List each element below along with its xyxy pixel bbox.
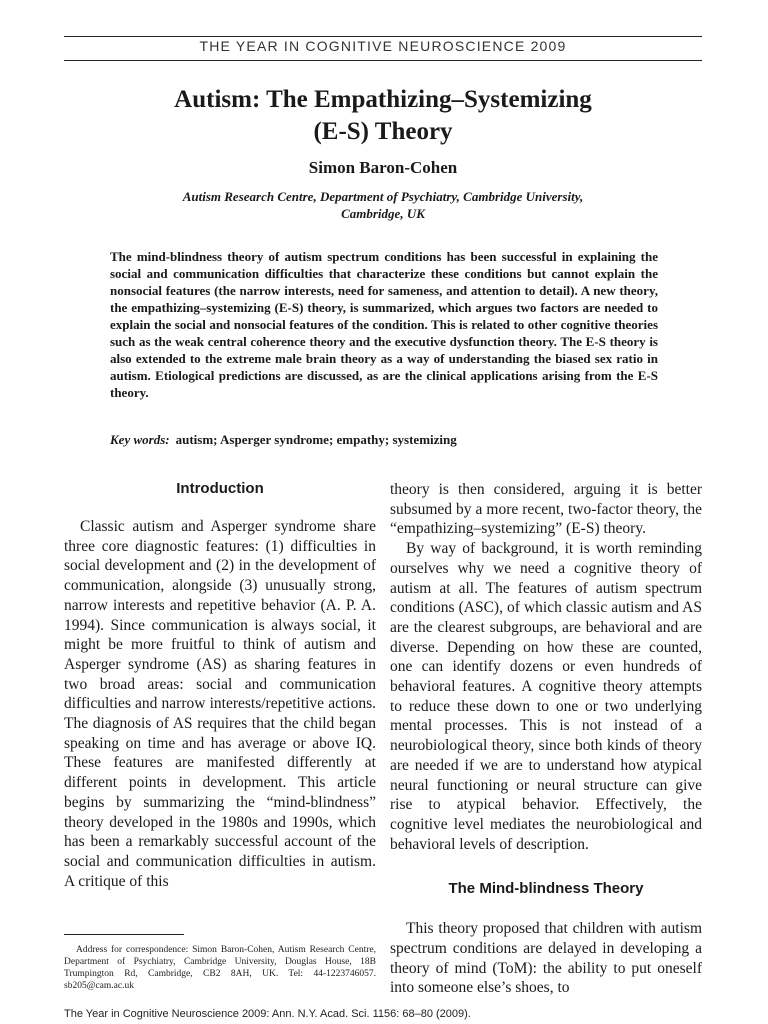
keywords-label: Key words: [110,432,170,447]
introduction-paragraph: Classic autism and Asperger syndrome share three core diagnostic features: (1) difficulties in social development and (2) in the development of communication, alongside (3) unusually strong, narrow interests and repetitive behavior (A. P. A. 1994). Since communication is always social, it might be more fruitful to think of autism and Asperger syndrome (AS) as sharing features in two broad areas: social and communication difficulties and narrow interests/repetitive actions. The diagnosis of AS requires that the child began speaking on time and has average or above IQ. These features are manifested differently at different points in development. This article begins by summarizing the “mind-blindness” theory developed in the 1980s and 1990s, which has been a remarkably successful account of the social and communication difficulties in autism. A critique of this [64,518,376,890]
background-paragraph: By way of background, it is worth reminding ourselves why we need a cognitive theory of autism at all. The features of autism spectrum conditions (ASC), of which classic autism and AS are the clearest subgroups, are behavioral and are diverse. Depending on how these are counted, one can identify dozens or even hundreds of behavioral features. A cognitive theory attempts to reduce these down to one or two underlying mental processes. This is not instead of a neurobiological theory, since both kinds of theory are needed if we are to understand how atypical neural functioning or neural structure can give rise to atypical behavior. Effectively, the cognitive level mediates the neurobiological and behavioral levels of description. [390,540,702,853]
running-head: THE YEAR IN COGNITIVE NEUROSCIENCE 2009 [199,38,567,54]
keywords-list: autism; Asperger syndrome; empathy; systemizing [175,432,457,447]
header-rule-bottom [64,60,702,61]
title-line-2: (E-S) Theory [313,118,453,145]
affiliation-line-1: Autism Research Centre, Department of Psychiatry, Cambridge University, [182,189,584,204]
title-line-1: Autism: The Empathizing–Systemizing [174,86,592,113]
author-name: Simon Baron-Cohen [308,158,458,177]
article-title [64,84,702,148]
header-rule-top [64,36,702,37]
abstract: The mind-blindness theory of autism spectrum conditions has been successful in explaining the social and communication difficulties that characterize these conditions but cannot explain the nonsocial features (the narrow interests, need for sameness, and attention to detail). A new theory, the empathizing–systemizing (E-S) theory, is summarized, which argues two factors are needed to explain the social and nonsocial features of the condition. This is related to other cognitive theories such as the weak central coherence theory and the executive dysfunction theory. The E-S theory is also extended to the extreme male brain theory as a way of understanding the biased sex ratio in autism. Etiological predictions are discussed, as are the clinical applications arising from the E-S theory. [110,249,658,400]
keywords [110,432,658,448]
footnote-rule [64,934,184,935]
continued-paragraph: theory is then considered, arguing it is better subsumed by a more recent, two-factor theory, the “empathizing–systemizing” (E-S) theory. [390,481,702,538]
mind-blindness-heading: The Mind-blindness Theory [448,880,644,898]
mind-blindness-paragraph: This theory proposed that children with autism spectrum conditions are delayed in developing a theory of mind (ToM): the ability to put oneself into someone else’s shoes, to [390,920,702,997]
introduction-heading: Introduction [176,480,264,497]
journal-citation-footer: The Year in Cognitive Neuroscience 2009: Ann. N.Y. Acad. Sci. 1156: 68–80 (2009). [64,1008,471,1020]
author-affiliation [140,188,626,222]
left-column [64,480,376,891]
correspondence-footnote: Address for correspondence: Simon Baron-Cohen, Autism Research Centre, Department of Psychiatry, Cambridge University, Douglas House, 18B Trumpington Rd, Cambridge, CB2 8AH, UK. Tel: 44-1223746057. sb205@cam.ac.uk [64,945,376,991]
right-column [390,480,702,998]
affiliation-line-2: Cambridge, UK [341,206,425,221]
